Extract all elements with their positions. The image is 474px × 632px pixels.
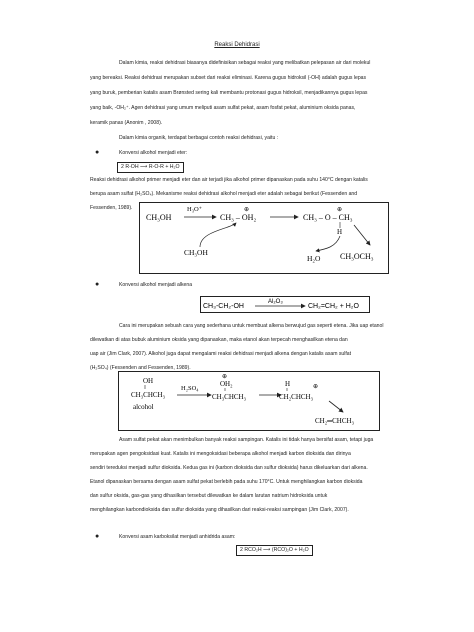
bullet-icon: ● bbox=[95, 533, 100, 540]
oxonium-ion: CH₃ – O – CH₃ bbox=[303, 213, 353, 222]
isopropanol-formula: CH₃CHCH₃ bbox=[131, 391, 166, 399]
bullet-icon: ● bbox=[95, 281, 100, 288]
alkene-mechanism-svg bbox=[119, 372, 379, 430]
curved-arrow bbox=[316, 236, 340, 251]
hydronium-label: H₃O⁺ bbox=[187, 206, 203, 213]
alkene-equation-svg bbox=[201, 297, 369, 312]
ether-mechanism-scheme bbox=[139, 202, 389, 274]
positive-charge-icon: ⊕ bbox=[313, 384, 319, 390]
page-title: Reaksi Dehidrasi bbox=[214, 42, 260, 48]
text-line: Cara ini merupakan sebuah cara yang sederhana untuk membuat alkena berwujud gas seperti etena. Jika uap etanol bbox=[119, 323, 384, 329]
anhydride-equation-box: 2 RCO₂H ⟶ (RCO)₂O + H₂O bbox=[236, 545, 313, 556]
bullet-label: Konversi alkohol menjadi alkena bbox=[119, 282, 193, 288]
positive-charge-icon: ⊕ bbox=[244, 207, 250, 213]
positive-charge-icon: ⊕ bbox=[222, 374, 228, 380]
text-line: Reaksi dehidrasi alkohol primer menjadi eter dan air terjadi jika alkohol primer dipanaskan pada suhu 140°C dengan katalis bbox=[90, 177, 368, 183]
alkene-equation-box bbox=[200, 296, 370, 313]
curved-arrow bbox=[200, 223, 236, 247]
bullet-label: Konversi alkohol menjadi eter: bbox=[119, 150, 188, 156]
text-line: Fessenden, 1989). bbox=[90, 205, 133, 211]
dimethyl-ether: CH₃OCH₃ bbox=[340, 252, 374, 261]
methanol-nucleophile: CH₃OH bbox=[184, 248, 208, 257]
bullet-icon: ● bbox=[95, 149, 100, 156]
methanol-formula: CH₃OH bbox=[146, 213, 172, 222]
hydroxyl-group: OH bbox=[143, 377, 154, 385]
text-line: menghilangkan karbondioksida dan sulfur dioksida yang dihasilkan dari reaksi-reaksi sampingan (Jim Clark, 2007). bbox=[90, 507, 349, 513]
text-line: yang bereaksi. Reaksi dehidrasi merupakan subset dari reaksi eliminasi. Karena gugus hidroksil (-OH) adalah gugus lepas bbox=[90, 75, 367, 81]
text-line: (H₂SO₄) (Fessenden and Fessenden, 1989). bbox=[90, 365, 191, 371]
ethene-product: CH₂=CH₂ + H₂O bbox=[308, 303, 359, 310]
ether-equation-box: 2 R-OH ⟶ R-O-R + H₂O bbox=[117, 162, 184, 173]
positive-charge-icon: ⊕ bbox=[337, 207, 343, 213]
catalyst-label: Al₂O₃ bbox=[268, 299, 283, 305]
text-line: yang buruk, pemberian katalis asam Brønsted sering kali membantu protonasi gugus hidroksil, menjadikannya gugus lepas bbox=[90, 90, 368, 96]
text-line: merupakan agen pengoksidasi kuat. Katalis ini mengoksidasi beberapa alkohol menjadi karbon dioksida dan dirinya bbox=[90, 451, 351, 457]
sulfuric-acid-label: H₂SO₄ bbox=[181, 385, 199, 392]
reaction-arrow bbox=[354, 225, 370, 245]
text-line: uap air (Jim Clark, 2007). Alkohol juga dapat mengalami reaksi dehidrasi menjadi alkena dengan katalis asam sulfat bbox=[90, 351, 352, 357]
text-line: berupa asam sulfat (H₂SO₄). Mekanisme reaksi dehidrasi alkohol menjadi eter adalah sebagai berikut (Fessenden and bbox=[90, 191, 358, 197]
text-line: yang baik, -OH₂⁺. Agen dehidrasi yang umum meliputi asam sulfat pekat, asam fosfat pekat, aluminium oksida panas, bbox=[90, 105, 356, 111]
hydrogen-label: H bbox=[337, 228, 343, 236]
text-line: dan sulfur oksida, gas-gas yang dihasilkan tersebut dilewatkan ke dalam larutan natrium hidroksida untuk bbox=[90, 493, 328, 499]
oxonium-group: OH₂ bbox=[220, 380, 233, 388]
text-line: keramik panas (Anonim , 2008). bbox=[90, 120, 163, 126]
carbocation: CH₂CHCH₃ bbox=[279, 393, 314, 401]
bullet-label: Konversi asam karboksilat menjadi anhidrida asam: bbox=[119, 534, 236, 540]
propene-product: CH₂═CHCH₃ bbox=[315, 417, 355, 425]
text-line: dilewatkan di atas bubuk aluminium oksida yang dipanaskan, maka etanol akan terpecah menghasilkan etena dan bbox=[90, 337, 348, 343]
hydrogen-label: H bbox=[285, 380, 291, 388]
alcohol-label: alcohol bbox=[133, 403, 154, 411]
text-line: Dalam kimia organik, terdapat berbagai contoh reaksi dehidrasi, yaitu : bbox=[119, 135, 279, 141]
water-label: H₂O bbox=[307, 254, 321, 263]
text-line: Etanol dipanaskan bersama dengan asam sulfat pekat berlebih pada suhu 170°C. Untuk menghilangkan karbon dioksida bbox=[90, 479, 363, 485]
alkene-mechanism-scheme bbox=[118, 371, 380, 431]
protonated-methanol: CH₃ – OH₂ bbox=[220, 213, 257, 222]
protonated-alcohol: CH₃CHCH₃ bbox=[212, 393, 247, 401]
text-line: Dalam kimia, reaksi dehidrasi biasanya didefinisikan sebagai reaksi yang melibatkan pelepasan air dari molekul bbox=[119, 60, 371, 66]
ether-mechanism-svg bbox=[140, 203, 388, 273]
text-line: sendiri tereduksi menjadi sulfur dioksida. Kedua gas ini (karbon dioksida dan sulfur dioksida) harus dikeluarkan dari alkena. bbox=[90, 465, 368, 471]
text-line: Asam sulfat pekat akan menimbulkan banyak reaksi sampingan. Katalis ini tidak hanya bersifat asam, tetapi juga bbox=[119, 437, 374, 443]
reaction-arrow bbox=[329, 401, 343, 412]
ethanol-formula: CH₃-CH₂-OH bbox=[203, 303, 244, 310]
